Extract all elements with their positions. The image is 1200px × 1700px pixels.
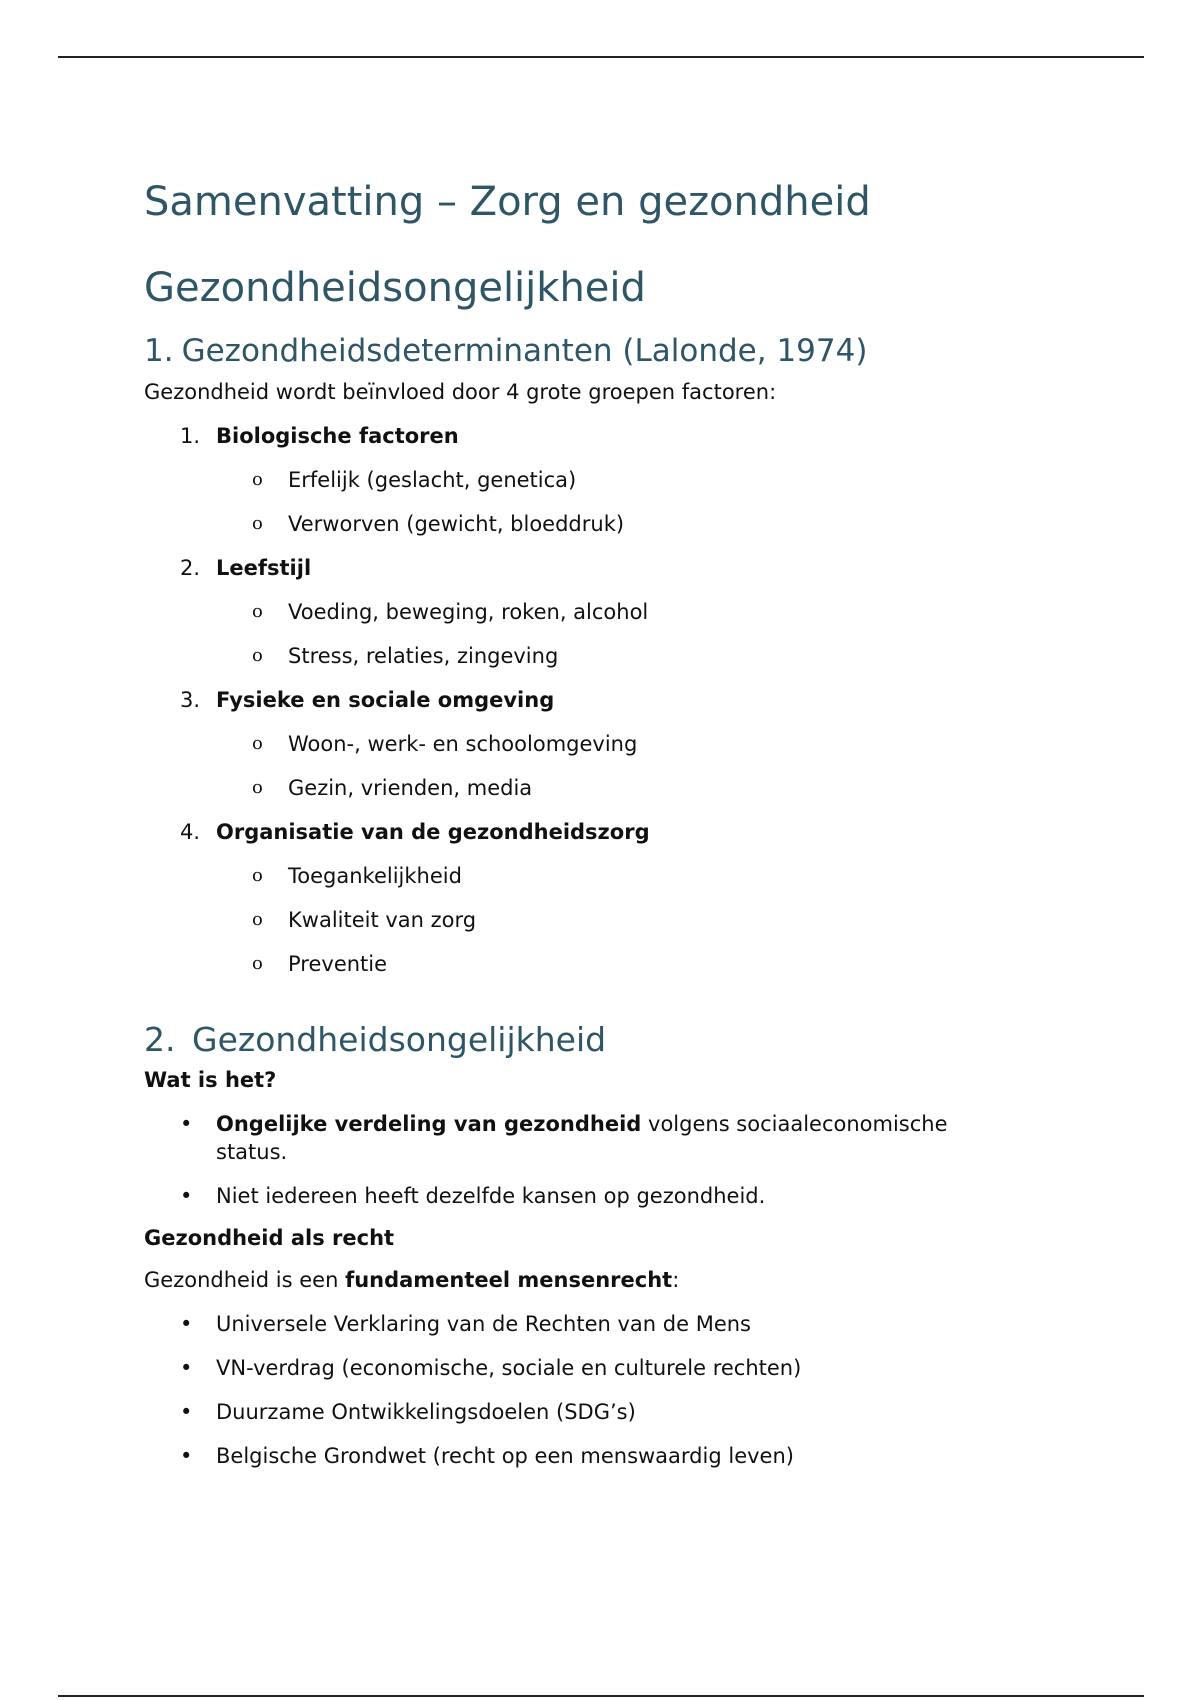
circle-bullet-icon: o (252, 909, 263, 930)
sub-item-text: Verworven (gewicht, bloeddruk) (288, 512, 625, 536)
rights-list (144, 1310, 1104, 1470)
list-item (144, 1110, 1104, 1166)
item-number: 1. (180, 424, 201, 448)
list-item (144, 1354, 1104, 1382)
sub-item-text: Kwaliteit van zorg (288, 908, 477, 932)
bullet-text: Niet iedereen heeft dezelfde kansen op gezondheid. (216, 1184, 766, 1208)
item-number: 3. (180, 688, 201, 712)
list-item (144, 422, 1104, 538)
circle-bullet-icon: o (252, 469, 263, 490)
rights-intro-colon: : (672, 1268, 680, 1292)
list-item (144, 1310, 1104, 1338)
rights-intro (144, 1266, 1104, 1294)
sub-item (144, 906, 1104, 934)
bullet-text: Universele Verklaring van de Rechten van de Mens (216, 1312, 751, 1336)
rights-intro-bold: fundamenteel mensenrecht (345, 1268, 673, 1292)
circle-bullet-icon: o (252, 645, 263, 666)
subheading-wat-is-het: Wat is het? (144, 1068, 277, 1092)
sub-item-text: Erfelijk (geslacht, genetica) (288, 468, 577, 492)
list-item (144, 554, 1104, 670)
bullet-icon: • (180, 1444, 193, 1468)
bullet-icon: • (180, 1112, 193, 1136)
heading-number: 2. (144, 1020, 176, 1059)
section-title: Gezondheidsongelijkheid (144, 265, 646, 311)
bullet-bold-text: Ongelijke verdeling van gezondheid (216, 1112, 642, 1136)
bullet-text: Belgische Grondwet (recht op een menswaardig leven) (216, 1444, 794, 1468)
bullet-icon: • (180, 1400, 193, 1424)
item-number: 2. (180, 556, 201, 580)
sub-item (144, 862, 1104, 890)
header-rule (58, 56, 1144, 58)
list-item (144, 818, 1104, 978)
circle-bullet-icon: o (252, 865, 263, 886)
rights-intro-text: Gezondheid is een (144, 1268, 346, 1292)
sub-item (144, 510, 1104, 538)
intro-paragraph: Gezondheid wordt beïnvloed door 4 grote groepen factoren: (144, 380, 777, 404)
bullet-icon: • (180, 1312, 193, 1336)
sub-item (144, 950, 1104, 978)
item-label: Organisatie van de gezondheidszorg (216, 820, 650, 844)
item-number: 4. (180, 820, 201, 844)
sub-item-text: Preventie (288, 952, 388, 976)
circle-bullet-icon: o (252, 513, 263, 534)
bullet-text: Duurzame Ontwikkelingsdoelen (SDG’s) (216, 1400, 636, 1424)
subheading-gezondheid-als-recht: Gezondheid als recht (144, 1226, 395, 1250)
bullet-text: volgens sociaaleconomische status. (216, 1112, 948, 1164)
list-item (144, 1398, 1104, 1426)
sub-item (144, 774, 1104, 802)
heading-text: Gezondheidsongelijkheid (192, 1020, 607, 1059)
list-item (144, 686, 1104, 802)
circle-bullet-icon: o (252, 953, 263, 974)
sub-item (144, 466, 1104, 494)
heading-ongelijkheid (144, 1020, 1104, 1060)
sub-item (144, 730, 1104, 758)
bullet-icon: • (180, 1184, 193, 1208)
list-item (144, 1442, 1104, 1470)
item-label: Leefstijl (216, 556, 312, 580)
item-label: Biologische factoren (216, 424, 459, 448)
footer-rule (58, 1695, 1144, 1697)
document-body (144, 178, 1104, 1470)
factor-list (144, 422, 1104, 978)
heading-determinanten (144, 332, 1104, 370)
sub-item (144, 598, 1104, 626)
list-item (144, 1182, 1104, 1210)
bullet-icon: • (180, 1356, 193, 1380)
bullet-text: VN-verdrag (economische, sociale en culturele rechten) (216, 1356, 802, 1380)
circle-bullet-icon: o (252, 777, 263, 798)
heading-number: 1. (144, 333, 174, 369)
circle-bullet-icon: o (252, 601, 263, 622)
sub-item-text: Gezin, vrienden, media (288, 776, 533, 800)
document-title: Samenvatting – Zorg en gezondheid (144, 179, 871, 225)
sub-item-text: Stress, relaties, zingeving (288, 644, 559, 668)
sub-item-text: Woon-, werk- en schoolomgeving (288, 732, 638, 756)
item-label: Fysieke en sociale omgeving (216, 688, 555, 712)
heading-text: Gezondheidsdeterminanten (Lalonde, 1974) (181, 333, 868, 369)
sub-item (144, 642, 1104, 670)
sub-item-text: Voeding, beweging, roken, alcohol (288, 600, 649, 624)
definition-list (144, 1110, 1104, 1210)
circle-bullet-icon: o (252, 733, 263, 754)
sub-item-text: Toegankelijkheid (288, 864, 462, 888)
